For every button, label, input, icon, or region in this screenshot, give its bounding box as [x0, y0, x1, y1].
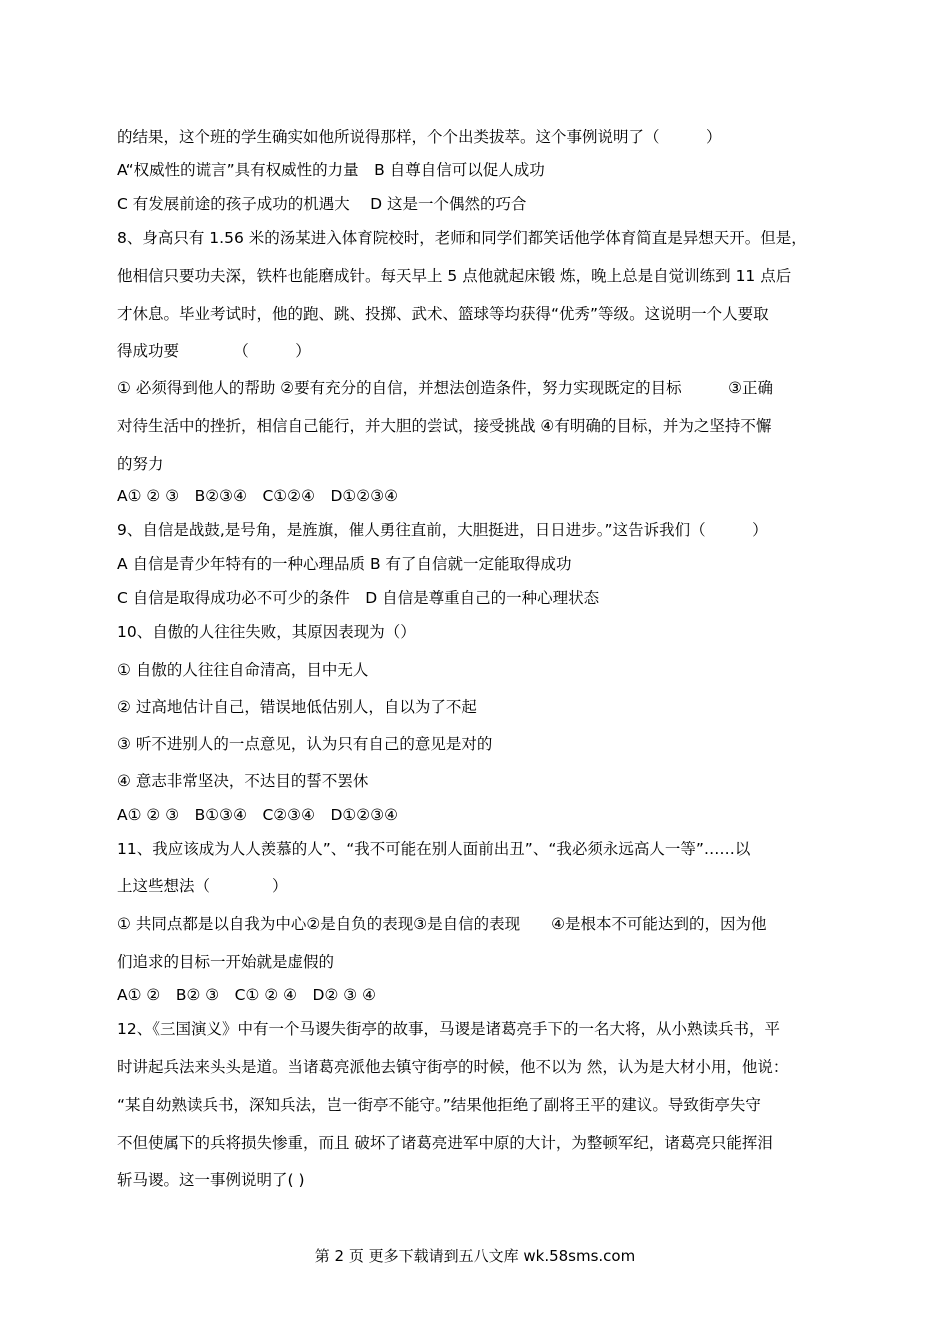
- question-8-stem: 8、身高只有 1.56 米的汤某进入体育院校时，老师和同学们都笑话他学体育简直是异想天开。但是，: [117, 229, 807, 247]
- question-10-stem: 10、自傲的人往往失败，其原因表现为（）: [117, 623, 416, 641]
- question-8-options: A① ② ③ B②③④ C①②④ D①②③④: [117, 487, 398, 505]
- question-9-stem: 9、自信是战鼓,是号角，是旌旗，催人勇往直前，大胆挺进，日日进步。”这告诉我们（ ）: [117, 521, 768, 539]
- question-11-statements: ① 共同点都是以自我为中心②是自负的表现③是自信的表现 ④是根本不可能达到的，因为他: [117, 915, 767, 933]
- page-footer: 第 2 页 更多下载请到五八文库 wk.58sms.com: [314, 1247, 636, 1265]
- question-7-options-ab: A“权威性的谎言”具有权威性的力量 B 自尊自信可以促人成功: [117, 161, 545, 179]
- question-9-options-ab: A 自信是青少年特有的一种心理品质 B 有了自信就一定能取得成功: [117, 555, 572, 573]
- question-8-statements-line-2: 对待生活中的挫折，相信自己能行，并大胆的尝试，接受挑战 ④有明确的目标，并为之坚持不懈: [117, 417, 772, 435]
- question-12-stem-line-5: 斩马谡。这一事例说明了( ): [117, 1171, 305, 1189]
- question-8-statements-line-3: 的努力: [117, 455, 164, 473]
- question-10-statement-4: ④ 意志非常坚决，不达目的誓不罢休: [117, 772, 369, 790]
- question-11-stem-line-2: 上这些想法（ ）: [117, 877, 288, 895]
- question-10-options: A① ② ③ B①③④ C②③④ D①②③④: [117, 806, 398, 824]
- question-8-stem-line-4: 得成功要 （ ）: [117, 342, 311, 360]
- question-10-statement-2: ② 过高地估计自己，错误地低估别人，自以为了不起: [117, 698, 477, 716]
- question-12-stem-line-3: “某自幼熟读兵书，深知兵法，岂一街亭不能守。”结果他拒绝了副将王平的建议。导致街亭失守: [117, 1096, 761, 1114]
- question-9-options-cd: C 自信是取得成功必不可少的条件 D 自信是尊重自己的一种心理状态: [117, 589, 600, 607]
- question-7-options-cd: C 有发展前途的孩子成功的机遇大 D 这是一个偶然的巧合: [117, 195, 527, 213]
- question-11-options: A① ② B② ③ C① ② ④ D② ③ ④: [117, 986, 377, 1004]
- question-11-statements-line-2: 们追求的目标一开始就是虚假的: [117, 953, 335, 971]
- question-8-stem-line-2: 他相信只要功夫深，铁杵也能磨成针。每天早上 5 点他就起床锻 炼，晚上总是自觉训练到 11 点后: [117, 267, 792, 285]
- question-12-stem: 12、《三国演义》中有一个马谡失街亭的故事，马谡是诸葛亮手下的一名大将，从小熟读兵书，平: [117, 1020, 780, 1038]
- question-8-stem-line-3: 才休息。毕业考试时，他的跑、跳、投掷、武术、篮球等均获得“优秀”等级。这说明一个人要取: [117, 305, 769, 323]
- question-8-statements: ① 必须得到他人的帮助 ②要有充分的自信，并想法创造条件，努力实现既定的目标 ③正确: [117, 379, 774, 397]
- question-11-stem: 11、我应该成为人人羡慕的人”、“我不可能在别人面前出丑”、“我必须永远高人一等”……以: [117, 840, 751, 858]
- question-7-stem-end: 的结果，这个班的学生确实如他所说得那样，个个出类拔萃。这个事例说明了（ ）: [117, 128, 722, 146]
- question-10-statement-1: ① 自傲的人往往自命清高，目中无人: [117, 661, 369, 679]
- question-12-stem-line-4: 不但使属下的兵将损失惨重，而且 破坏了诸葛亮进军中原的大计，为整顿军纪，诸葛亮只能挥泪: [117, 1134, 773, 1152]
- question-12-stem-line-2: 时讲起兵法来头头是道。当诸葛亮派他去镇守街亭的时候，他不以为 然，认为是大材小用，他说：: [117, 1058, 789, 1076]
- question-10-statement-3: ③ 听不进别人的一点意见，认为只有自己的意见是对的: [117, 735, 493, 753]
